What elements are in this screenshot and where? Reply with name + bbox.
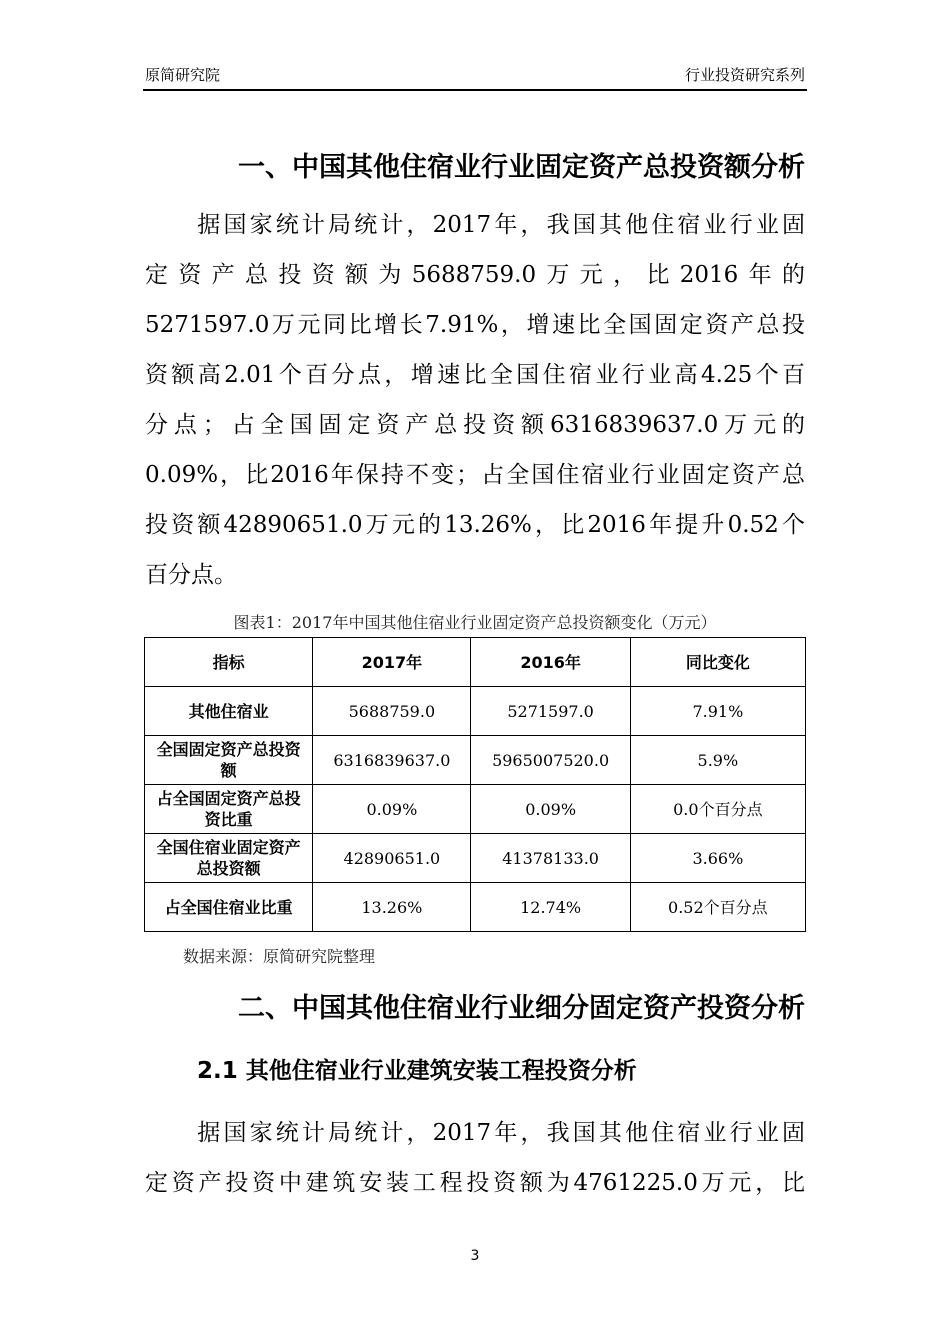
cell: 5.9% [630, 736, 805, 785]
cell: 13.26% [313, 883, 471, 932]
section1-paragraph [145, 200, 805, 600]
para-line: 据国家统计局统计，2017年，我国其他住宿业行业固 [145, 212, 805, 238]
para-line: 0.09%，比2016年保持不变；占全国住宿业行业固定资产总 [145, 462, 805, 488]
para-line: 5271597.0万元同比增长7.91%，增速比全国固定资产总投 [145, 312, 805, 338]
cell: 0.09% [313, 785, 471, 834]
header-org: 原简研究院 [145, 66, 221, 84]
table-row [145, 736, 806, 785]
table-header-row [145, 638, 806, 687]
table-row [145, 883, 806, 932]
column-header: 2017年 [313, 638, 471, 687]
cell: 0.0个百分点 [630, 785, 805, 834]
table-caption: 图表1：2017年中国其他住宿业行业固定资产总投资额变化（万元） [233, 613, 717, 632]
section2-1-title: 2.1 其他住宿业行业建筑安装工程投资分析 [197, 1058, 637, 1084]
table-row [145, 834, 806, 883]
cell: 0.52个百分点 [630, 883, 805, 932]
column-header: 2016年 [471, 638, 630, 687]
para-line: 投资额42890651.0万元的13.26%，比2016年提升0.52个 [145, 512, 805, 538]
cell: 41378133.0 [471, 834, 630, 883]
para-line: 据国家统计局统计，2017年，我国其他住宿业行业固 [145, 1120, 805, 1146]
row-label: 全国固定资产总投资额 [145, 736, 313, 785]
cell: 3.66% [630, 834, 805, 883]
section2-paragraph [145, 1108, 805, 1208]
header-series: 行业投资研究系列 [684, 66, 805, 84]
section2-title: 二、中国其他住宿业行业细分固定资产投资分析 [238, 993, 805, 1024]
table-row [145, 687, 806, 736]
para-line: 定资产总投资额为5688759.0万元，比2016年的 [145, 262, 805, 288]
row-label: 其他住宿业 [145, 687, 313, 736]
cell: 7.91% [630, 687, 805, 736]
header-rule [143, 89, 807, 91]
cell: 5965007520.0 [471, 736, 630, 785]
row-label: 占全国住宿业比重 [145, 883, 313, 932]
para-line: 资额高2.01个百分点，增速比全国住宿业行业高4.25个百 [145, 362, 805, 388]
para-line: 百分点。 [145, 562, 237, 588]
cell: 0.09% [471, 785, 630, 834]
cell: 12.74% [471, 883, 630, 932]
table-row [145, 785, 806, 834]
table-source: 数据来源：原简研究院整理 [183, 947, 376, 966]
cell: 5688759.0 [313, 687, 471, 736]
page-number: 3 [470, 1248, 480, 1264]
column-header: 指标 [145, 638, 313, 687]
row-label: 占全国固定资产总投资比重 [145, 785, 313, 834]
cell: 6316839637.0 [313, 736, 471, 785]
section1-title: 一、中国其他住宿业行业固定资产总投资额分析 [238, 152, 805, 183]
investment-table [144, 637, 806, 932]
para-line: 分点；占全国固定资产总投资额6316839637.0万元的 [145, 412, 805, 438]
para-line: 定资产投资中建筑安装工程投资额为4761225.0万元，比 [145, 1170, 805, 1196]
column-header: 同比变化 [630, 638, 805, 687]
cell: 5271597.0 [471, 687, 630, 736]
cell: 42890651.0 [313, 834, 471, 883]
row-label: 全国住宿业固定资产总投资额 [145, 834, 313, 883]
